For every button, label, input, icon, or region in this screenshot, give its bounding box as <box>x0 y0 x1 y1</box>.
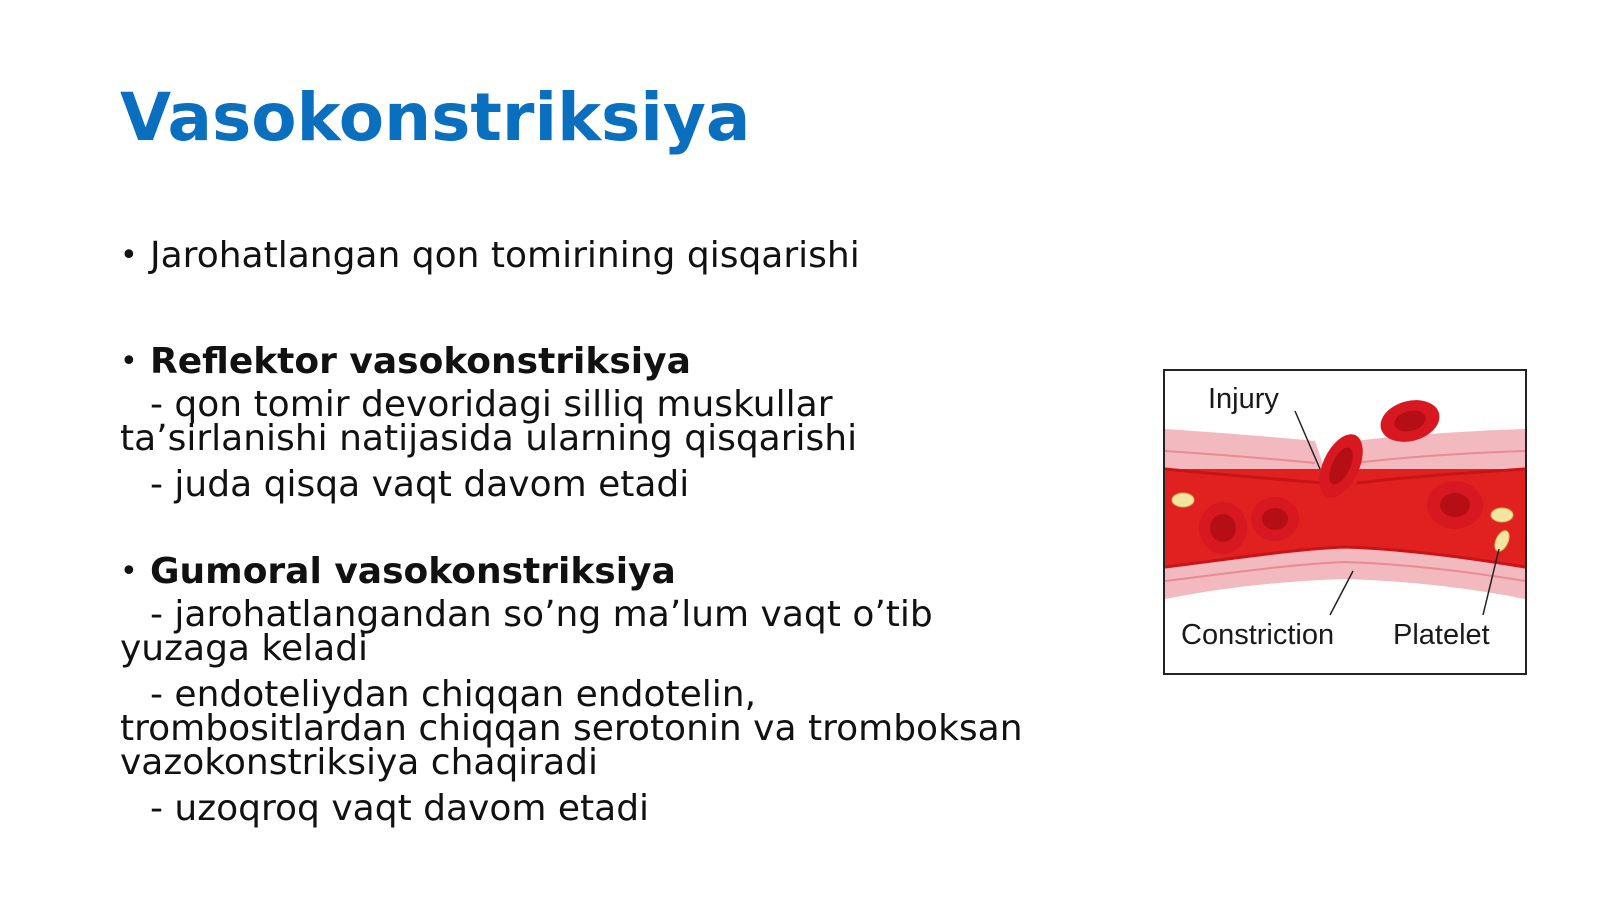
sub-point <box>120 594 1100 669</box>
sub-line: - jarohatlangandan so’ng ma’lum vaqt o’tib <box>150 594 933 635</box>
vessel-wall-top <box>1165 429 1325 469</box>
bullet-text: Jarohatlangan qon tomirining qisqarishi <box>150 235 860 276</box>
slide-title: Vasokonstriksiya <box>120 79 751 156</box>
sub-point <box>120 674 1100 783</box>
platelet-shape <box>1491 508 1513 522</box>
bullet-heading: Reflektor vasokonstriksiya <box>150 341 691 382</box>
sub-line: trombositlardan chiqqan serotonin va tromboksan <box>120 708 1023 749</box>
bullet-dot: • <box>120 238 138 273</box>
bullet-item <box>120 336 1100 388</box>
platelet-label: Platelet <box>1393 619 1490 651</box>
injury-label: Injury <box>1208 383 1279 415</box>
sub-line: - uzoqroq vaqt davom etadi <box>150 788 650 829</box>
platelet-shape <box>1172 493 1194 507</box>
bullet-item <box>120 230 1100 282</box>
sub-line: - endoteliydan chiqqan endotelin, <box>150 674 757 715</box>
vessel-wall-top-right <box>1340 429 1525 469</box>
bullet-dot: • <box>120 554 138 589</box>
bullet-dot: • <box>120 344 138 379</box>
vasoconstriction-illustration <box>1163 369 1527 675</box>
sub-line: ta’sirlanishi natijasida ularning qisqarishi <box>120 418 858 459</box>
sub-point <box>120 384 1100 459</box>
bullet-heading: Gumoral vasokonstriksiya <box>150 551 676 592</box>
sub-line: - juda qisqa vaqt davom etadi <box>150 464 690 505</box>
sub-point <box>120 788 1100 829</box>
slide-content <box>120 230 1100 829</box>
sub-point <box>120 464 1100 505</box>
sub-line: vazokonstriksiya chaqiradi <box>120 742 599 783</box>
sub-line: - qon tomir devoridagi silliq muskullar <box>150 384 833 425</box>
sub-line: yuzaga keladi <box>120 628 369 669</box>
constriction-label: Constriction <box>1181 619 1335 651</box>
bullet-item <box>120 546 1100 598</box>
